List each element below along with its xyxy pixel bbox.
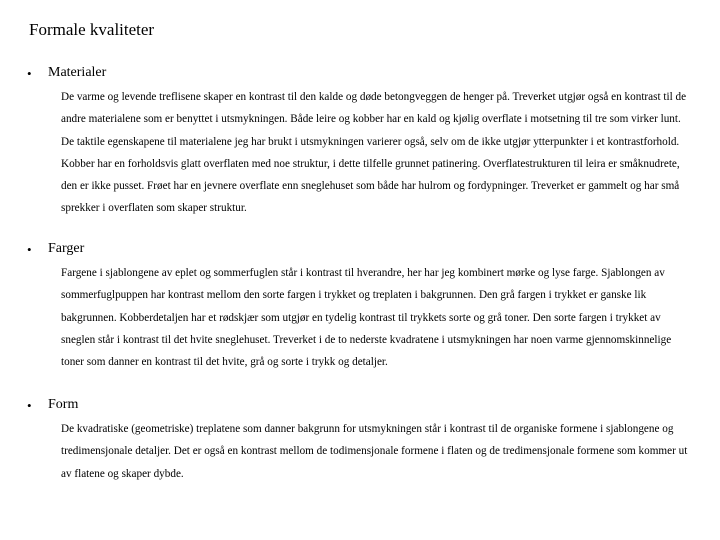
section-heading: Form [48,397,79,412]
section-body: Fargene i sjablongene av eplet og sommerfuglen står i kontrast til hverandre, her har jeg kombinert mørke og lyse farge. Sjablongen av sommerfuglpuppen har kontrast mellom den sorte fargen i trykket og treplaten i bakgrunnen. Den grå fargen i trykket er ganske lik bakgrunnen. Kobberdetaljen har et rødskjær som utgjør en tydelig kontrast til trykkets sorte og grå toner. Den sorte fargen i trykket av sneglen står i kontrast til det hvite sneglehuset. Treverket i de to nederste kvadratene i utsmykningen har noen varme gjennomskinnelige toner som danner en kontrast til det hvite, grå og sorte i trykk og detaljer. [61,267,672,369]
section-body: De varme og levende treflisene skaper en kontrast til den kalde og døde betongveggen de henger på. Treverket utgjør også en kontrast til de andre materialene som er benyttet i utsmykningen. Både leire og kobber har en kald og kjølig overflate i motsetning til tre som virker lunt. De taktile egenskapene til materialene jeg har brukt i utsmykningen varierer også, selv om de ikke utgjør ytterpunkter i et kontrastforhold. Kobber har en forholdsvis glatt overflaten med noe struktur, i dette tilfelle grunnet patinering. Overflatestrukturen til leira er småknudrete, den er ikke pusset. Frøet har en jevnere overflate enn sneglehuset som både har hulrom og fordypninger. Treverket er gammelt og har små sprekker i overflaten som skaper struktur. [61,91,687,215]
bullet-point: • [27,66,32,81]
section-heading: Materialer [48,65,107,80]
section-body: De kvadratiske (geometriske) treplatene som danner bakgrunn for utsmykningen står i kontrast til de organiske formene i sjablongene og tredimensjonale detaljer. Det er også en kontrast mellom de todimensjonale formene i flaten og de tredimensjonale formene som kommer ut av flatene og skaper dybde. [61,423,688,480]
document-title: Formale kvaliteter [29,20,155,39]
bullet-point: • [27,398,32,413]
bullet-point: • [27,242,32,257]
section-heading: Farger [48,241,85,256]
